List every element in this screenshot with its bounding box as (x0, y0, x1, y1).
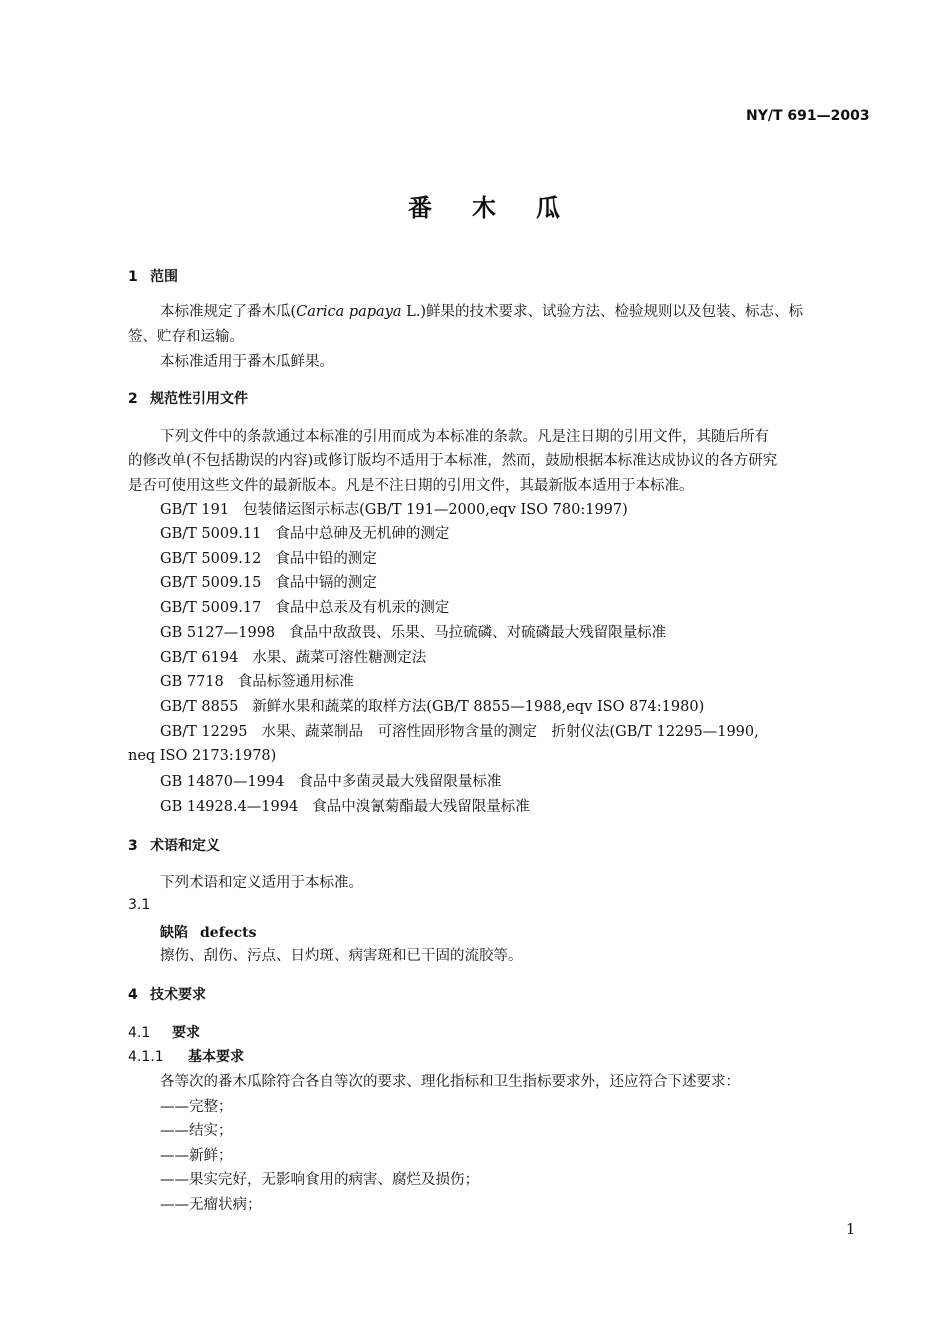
reference-code: GB/T 5009.12 (160, 551, 262, 567)
list-item: ——果实完好，无影响食用的病害、腐烂及损伤； (160, 1172, 479, 1188)
section-3-heading (128, 835, 220, 855)
section-1-title: 范围 (150, 269, 178, 285)
subsection-4-1-1-number: 4.1.1 (128, 1049, 164, 1065)
reference-title: 食品中铅的测定 (275, 551, 377, 567)
reference-item (160, 797, 530, 817)
section-3-intro: 下列术语和定义适用于本标准。 (160, 875, 363, 891)
reference-code: GB 5127—1998 (160, 625, 276, 641)
reference-title: 水果、蔬菜制品 可溶性固形物含量的测定 折射仪法(GB/T 12295—1990, (261, 724, 759, 740)
subsection-4-1-1-title: 基本要求 (188, 1049, 244, 1065)
section-2-intro-line-3: 是否可使用这些文件的最新版本。凡是不注日期的引用文件，其最新版本适用于本标准。 (128, 478, 694, 494)
section-4-heading (128, 984, 206, 1004)
reference-code: GB/T 5009.11 (160, 526, 262, 542)
reference-item-cont: neq ISO 2173:1978) (128, 748, 277, 764)
document-title: 番木瓜 (408, 194, 600, 222)
section-3-number: 3 (128, 838, 138, 854)
reference-title: 水果、蔬菜可溶性糖测定法 (252, 650, 427, 666)
scope-text-b: L.)鲜果的技术要求、试验方法、检验规则以及包装、标志、标 (401, 304, 804, 320)
scope-text-a: 本标准规定了番木瓜( (160, 304, 297, 320)
term-english: defects (200, 925, 257, 941)
term-definition: 擦伤、刮伤、污点、日灼斑、病害斑和已干固的流胶等。 (160, 948, 523, 964)
list-item: ——无瘤状病； (160, 1197, 262, 1213)
reference-item (160, 722, 759, 742)
reference-item (160, 500, 628, 520)
section-2-intro-line-2: 的修改单(不包括勘误的内容)或修订版均不适用于本标准，然而，鼓励根据本标准达成协议的各方研究 (128, 453, 778, 469)
reference-code: GB/T 6194 (160, 650, 239, 666)
section-2-heading (128, 388, 248, 408)
requirements-text: 各等次的番木瓜除符合各自等次的要求、理化指标和卫生指标要求外，还应符合下述要求： (160, 1074, 740, 1090)
reference-code: GB/T 191 (160, 502, 230, 518)
term-heading (160, 922, 257, 942)
section-2-intro-line-1: 下列文件中的条款通过本标准的引用而成为本标准的条款。凡是注日期的引用文件，其随后所有 (160, 429, 769, 445)
reference-item (160, 573, 377, 593)
section-1-paragraph-1 (160, 302, 803, 322)
reference-title: 食品中敌敌畏、乐果、马拉硫磷、对硫磷最大残留限量标准 (289, 625, 667, 641)
list-item: ——结实； (160, 1123, 233, 1139)
reference-title: 食品中镉的测定 (275, 575, 377, 591)
reference-title: 食品中溴氰菊酯最大残留限量标准 (312, 799, 530, 815)
list-item: ——新鲜； (160, 1148, 233, 1164)
subsection-4-1-heading (128, 1022, 200, 1042)
section-4-number: 4 (128, 987, 138, 1003)
reference-code: GB 14870—1994 (160, 774, 285, 790)
section-3-title: 术语和定义 (150, 838, 220, 854)
section-4-title: 技术要求 (150, 987, 206, 1003)
reference-title: 新鲜水果和蔬菜的取样方法(GB/T 8855—1988,eqv ISO 874:1980) (252, 699, 705, 715)
section-2-number: 2 (128, 391, 138, 407)
reference-item (160, 524, 449, 544)
standard-number: NY/T 691—2003 (746, 108, 870, 124)
reference-code: GB/T 5009.15 (160, 575, 262, 591)
term-number: 3.1 (128, 897, 151, 913)
reference-item (160, 772, 501, 792)
reference-code: GB/T 8855 (160, 699, 239, 715)
subsection-4-1-number: 4.1 (128, 1025, 151, 1041)
subsection-4-1-1-heading (128, 1046, 244, 1066)
reference-code: GB 7718 (160, 674, 224, 690)
reference-item (160, 648, 426, 668)
term-chinese: 缺陷 (160, 925, 188, 941)
subsection-4-1-title: 要求 (172, 1025, 200, 1041)
reference-item (160, 549, 377, 569)
reference-title: 食品中多菌灵最大残留限量标准 (298, 774, 502, 790)
reference-code: GB/T 5009.17 (160, 600, 262, 616)
section-1-paragraph-2: 本标准适用于番木瓜鲜果。 (160, 354, 334, 370)
species-name: Carica papaya (296, 304, 402, 320)
reference-title: 包装储运图示标志(GB/T 191—2000,eqv ISO 780:1997) (243, 502, 628, 518)
reference-item (160, 672, 354, 692)
section-1-paragraph-1-cont: 签、贮存和运输。 (128, 329, 244, 345)
section-1-number: 1 (128, 269, 138, 285)
reference-title: 食品中总汞及有机汞的测定 (275, 600, 450, 616)
reference-item (160, 697, 704, 717)
reference-title: 食品标签通用标准 (237, 674, 354, 690)
page-number: 1 (846, 1222, 856, 1238)
reference-item (160, 623, 666, 643)
section-2-title: 规范性引用文件 (150, 391, 248, 407)
reference-code: GB 14928.4—1994 (160, 799, 299, 815)
list-item: ——完整； (160, 1099, 233, 1115)
reference-title: 食品中总砷及无机砷的测定 (275, 526, 450, 542)
reference-item (160, 598, 449, 618)
reference-code: GB/T 12295 (160, 724, 248, 740)
section-1-heading (128, 266, 178, 286)
